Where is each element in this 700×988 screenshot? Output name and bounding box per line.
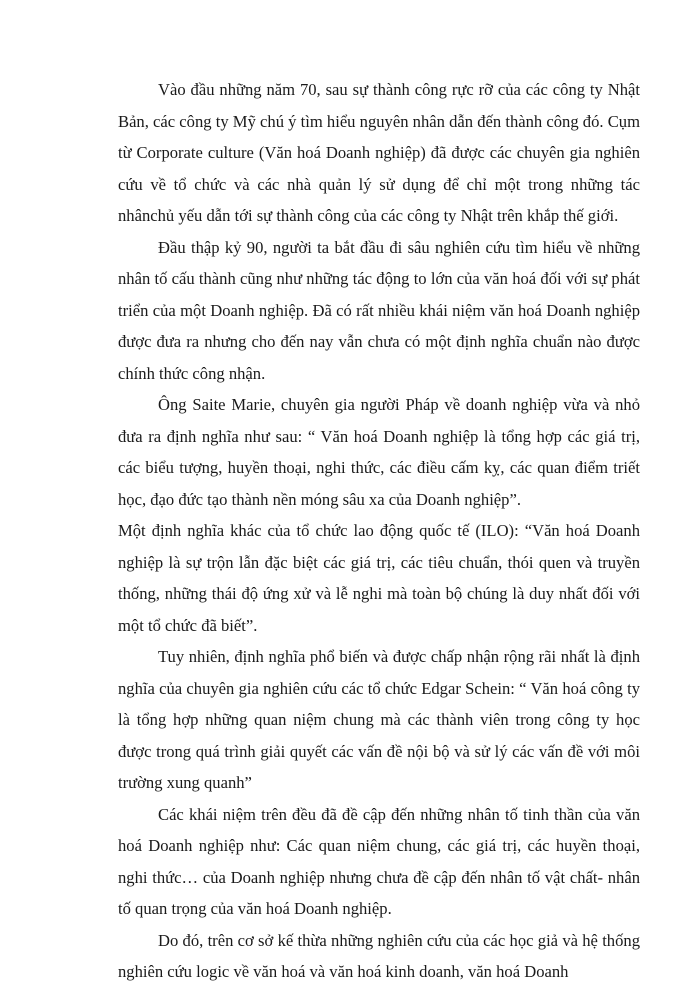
paragraph-1: Vào đầu những năm 70, sau sự thành công rực rỡ của các công ty Nhật Bản, các công ty Mỹ chú ý tìm hiểu nguyên nhân dẫn đến thành công đó. Cụm từ Corporate culture (Văn hoá Doanh nghiệp) đã được các chuyên gia nghiên cứu về tổ chức và các nhà quản lý sử dụng để chỉ một trong những tác nhânchủ yếu dẫn tới sự thành công của các công ty Nhật trên khắp thế giới. — [118, 80, 640, 225]
paragraph-6: Các khái niệm trên đều đã đề cập đến những nhân tố tinh thần của văn hoá Doanh nghiệp như: Các quan niệm chung, các giá trị, các huyền thoại, nghi thức… của Doanh nghiệp nhưng chưa đề cập đến nhân tố vật chất- nhân tố quan trọng của văn hoá Doanh nghiệp. — [118, 804, 640, 918]
paragraph-4: Một định nghĩa khác của tổ chức lao động quốc tế (ILO): “Văn hoá Doanh nghiệp là sự trộn lẫn đặc biệt các giá trị, các tiêu chuẩn, thói quen và truyền thống, những thái độ ứng xử và lễ nghi mà toàn bộ chúng là duy nhất đối với một tổ chức đã biết”. — [118, 521, 640, 635]
paragraph-3: Ông Saite Marie, chuyên gia người Pháp về doanh nghiệp vừa và nhỏ đưa ra định nghĩa như sau: “ Văn hoá Doanh nghiệp là tổng hợp các giá trị, các biểu tượng, huyền thoại, nghi thức, các điều cấm kỵ, các quan điểm triết học, đạo đức tạo thành nền móng sâu xa của Doanh nghiệp”. — [118, 395, 640, 509]
paragraph-5: Tuy nhiên, định nghĩa phổ biến và được chấp nhận rộng rãi nhất là định nghĩa của chuyên gia nghiên cứu các tổ chức Edgar Schein: “ Văn hoá công ty là tổng hợp những quan niệm chung mà các thành viên trong công ty học được trong quá trình giải quyết các vấn đề nội bộ và sử lý các vấn đề với môi trường xung quanh” — [118, 647, 640, 792]
paragraph-2: Đầu thập kỷ 90, người ta bắt đầu đi sâu nghiên cứu tìm hiểu về những nhân tố cấu thành cũng như những tác động to lớn của văn hoá đối với sự phát triển của một Doanh nghiệp. Đã có rất nhiều khái niệm văn hoá Doanh nghiệp được đưa ra nhưng cho đến nay vẫn chưa có một định nghĩa chuẩn nào được chính thức công nhận. — [118, 237, 640, 383]
document-body — [118, 74, 640, 988]
paragraph-7: Do đó, trên cơ sở kế thừa những nghiên cứu của các học giả và hệ thống nghiên cứu logic về văn hoá và văn hoá kinh doanh, văn hoá Doanh — [118, 930, 640, 981]
